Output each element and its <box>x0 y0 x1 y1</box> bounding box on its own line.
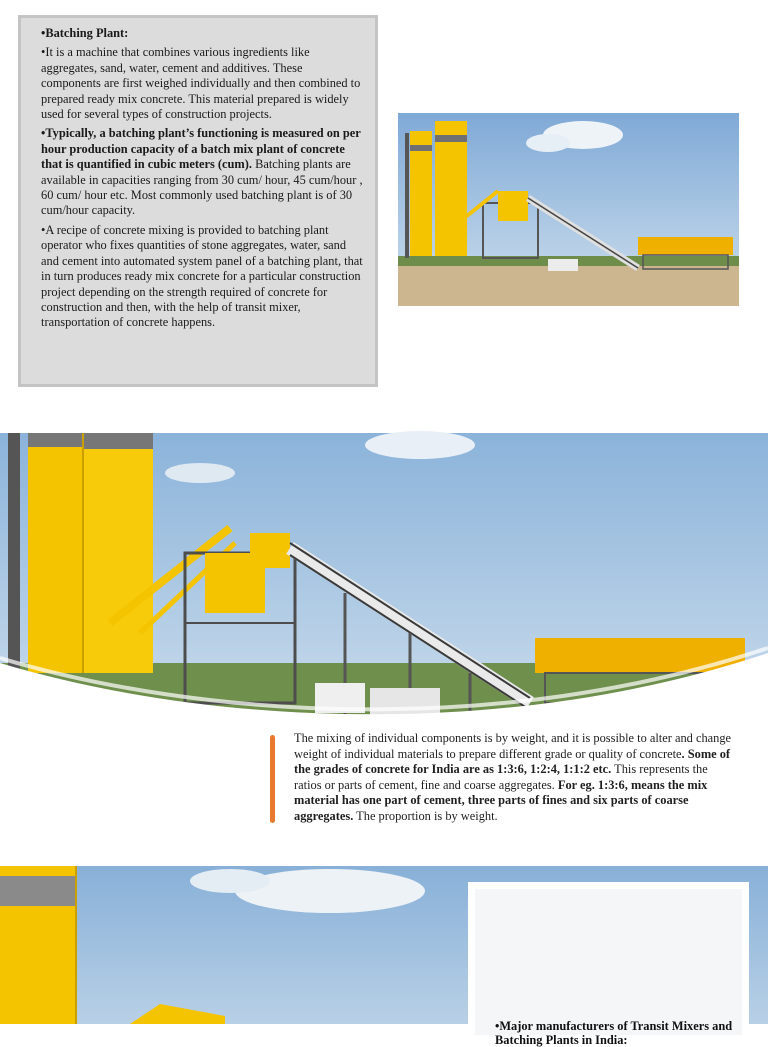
slide-batching-plant <box>0 0 768 420</box>
mixing-paragraph <box>294 731 734 825</box>
slide-heading: •Batching Plant: <box>41 26 129 40</box>
slide-manufacturers <box>0 866 768 1047</box>
text-panel <box>18 15 378 387</box>
text-proportion: The proportion is by weight. <box>353 808 498 823</box>
paragraph-definition: •It is a machine that combines various ingredients like aggregates, sand, water, cement and additives. These components are first weighed individually and then combined to prepared ready mix concrete. This material prepared is widely used for several types of construction projects. <box>41 45 361 122</box>
text-mixing: The mixing of individual components is by weight, and it is possible to alter and change weight of individual materials to prepare different grade or quality of concrete <box>294 731 732 761</box>
capacity-rest: Batching plants are available in capacities ranging from 30 cum/ hour, 45 cum/hour , 60 cum/ hour etc. Most commonly used batching plant is of 30 cum/hour capacity. <box>41 157 363 218</box>
batching-plant-photo <box>398 113 739 306</box>
paragraph-recipe: •A recipe of concrete mixing is provided to batching plant operator who fixes quantities of stone aggregates, water, sand and cement into automated system panel of a batching plant, that in turn produces ready mix concrete for a particular construction project depending on the strength required of concrete for construction and then, with the help of transit mixer, transportation of concrete happens. <box>41 222 363 330</box>
text-grades: . Some of the grades of concrete for India are as 1:3:6, 1:2:4, 1:1:2 etc. <box>294 746 731 777</box>
slide-mixing-by-weight <box>0 433 768 853</box>
text-example: For eg. 1:3:6, means the mix material has one part of cement, three parts of fines and six parts of coarse aggregates. <box>294 777 708 823</box>
accent-bar <box>270 735 275 823</box>
manufacturers-heading: •Major manufacturers of Transit Mixers and Batching Plants in India: <box>495 1019 733 1047</box>
manufacturers-card <box>468 882 749 1047</box>
capacity-bold: •Typically, a batching plant’s functioning is measured on per hour production capacity of a batch mix plant of concrete that is quantified in cubic meters (cum). <box>41 126 361 172</box>
paragraph-capacity <box>41 126 365 218</box>
text-ratios: This represents the ratios or parts of cement, fine and coarse aggregates. <box>294 762 708 792</box>
